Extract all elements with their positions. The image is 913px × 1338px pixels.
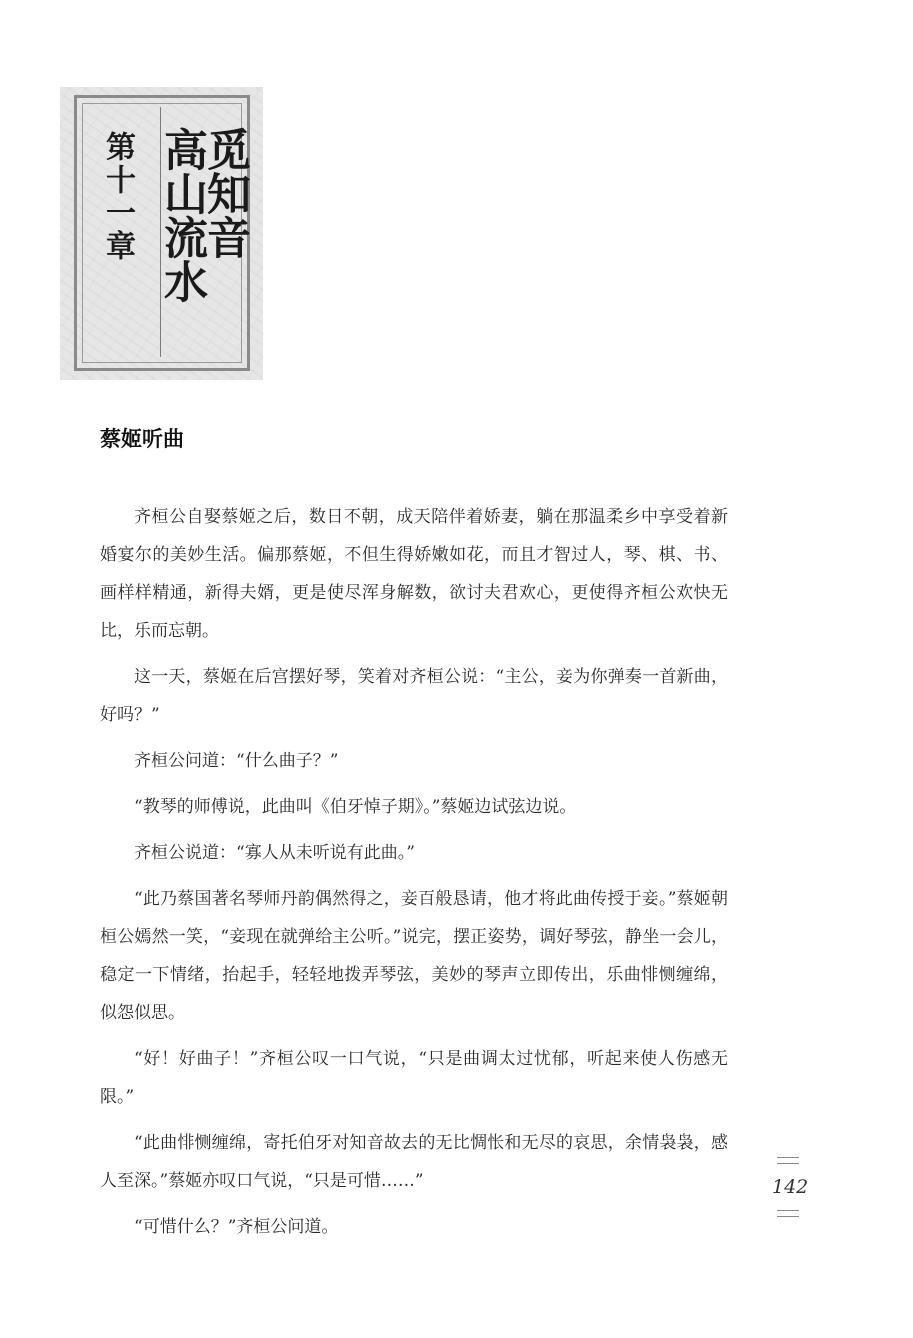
paragraph: “此曲悱恻缠绵，寄托伯牙对知音故去的无比惆怅和无尽的哀思，余情袅袅，感人至深。”蔡姬亦叹口气说，“只是可惜……” <box>100 1133 728 1191</box>
chapter-title-panel <box>60 87 263 380</box>
page-number-block <box>772 1157 809 1217</box>
paragraph: “好！好曲子！”齐桓公叹一口气说，“只是曲调太过忧郁，听起来使人伤感无限。” <box>100 1049 728 1107</box>
chapter-number: 第十一章 <box>100 131 135 263</box>
page-number-rule-bottom <box>777 1210 799 1217</box>
chapter-title-line-1: 高山流水 <box>156 127 207 303</box>
page-number: 142 <box>772 1176 809 1198</box>
paragraph: “此乃蔡国著名琴师丹韵偶然得之，妾百般恳请，他才将此曲传授于妾。”蔡姬朝桓公嫣然一笑，“妾现在就弹给主公听。”说完，摆正姿势，调好琴弦，静坐一会儿，稳定一下情绪，抬起手，轻轻地拨弄琴弦，美妙的琴声立即传出，乐曲悱恻缠绵，似怨似思。 <box>100 889 728 1023</box>
paragraph: “教琴的师傅说，此曲叫《伯牙悼子期》。”蔡姬边试弦边说。 <box>134 797 577 817</box>
chapter-title-line-2: 觅知音 <box>199 127 250 259</box>
paragraph: 齐桓公自娶蔡姬之后，数日不朝，成天陪伴着娇妻，躺在那温柔乡中享受着新婚宴尔的美妙生活。偏那蔡姬，不但生得娇嫩如花，而且才智过人，琴、棋、书、画样样精通，新得夫婿，更是使尽浑身解数，欲讨夫君欢心，更使得齐桓公欢快无比，乐而忘朝。 <box>100 507 728 641</box>
paragraph: 这一天，蔡姬在后宫摆好琴，笑着对齐桓公说：“主公，妾为你弹奏一首新曲，好吗？” <box>100 667 728 725</box>
paragraph: 齐桓公问道：“什么曲子？” <box>134 751 339 771</box>
page-number-rule-top <box>777 1157 799 1164</box>
body-text <box>100 498 728 1254</box>
paragraph: “可惜什么？”齐桓公问道。 <box>134 1217 339 1237</box>
paragraph: 齐桓公说道：“寡人从未听说有此曲。” <box>134 843 415 863</box>
section-heading: 蔡姬听曲 <box>100 426 184 451</box>
